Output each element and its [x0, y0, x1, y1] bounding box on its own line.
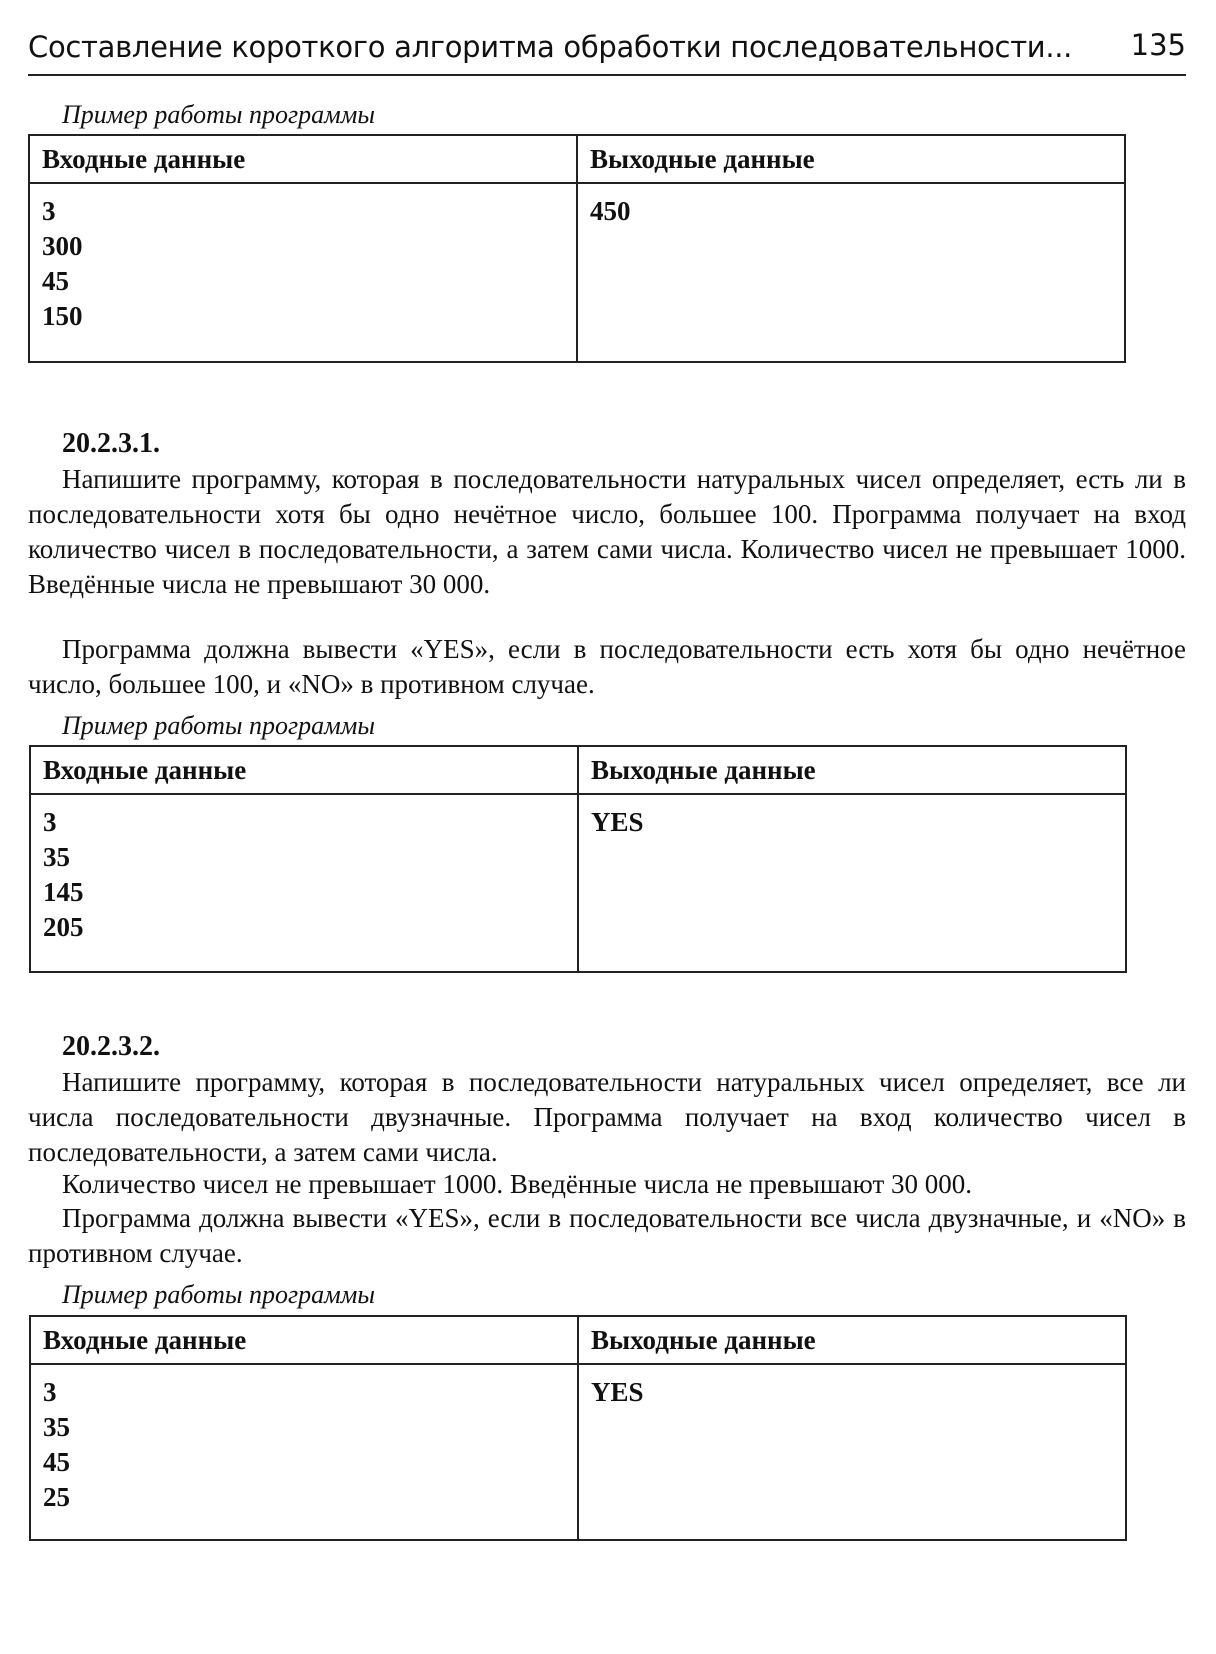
- running-head: [28, 22, 1186, 76]
- input-line: 35: [43, 1412, 70, 1442]
- input-line: 45: [43, 1447, 70, 1477]
- output-column-header: Выходные данные: [578, 746, 1126, 794]
- input-line: 150: [42, 301, 83, 331]
- example-table: [28, 134, 1126, 363]
- output-column-header: Выходные данные: [577, 135, 1125, 183]
- output-column-header: Выходные данные: [578, 1316, 1126, 1364]
- table-row: [30, 794, 1126, 972]
- input-column-header: Входные данные: [30, 1316, 578, 1364]
- example-table: [29, 745, 1127, 973]
- task-paragraph: Количество чисел не превышает 1000. Введённые числа не превышают 30 000.: [62, 1169, 973, 1199]
- task-paragraph: Программа должна вывести «YES», если в последовательности есть хотя бы одно нечётное число, большее 100, и «NO» в противном случае.: [28, 634, 1186, 699]
- table-header-row: [30, 1316, 1126, 1364]
- task-number: 20.2.3.2.: [62, 1031, 160, 1062]
- input-line: 3: [43, 807, 57, 837]
- input-cell: [29, 183, 577, 362]
- input-line: 3: [43, 1377, 57, 1407]
- output-line: YES: [591, 807, 644, 837]
- table-row: [30, 1364, 1126, 1540]
- output-line: YES: [591, 1377, 644, 1407]
- input-line: 145: [43, 877, 84, 907]
- output-cell: [577, 183, 1125, 362]
- table-header-row: [29, 135, 1125, 183]
- table-row: [29, 183, 1125, 362]
- example-caption: Пример работы программы: [62, 1280, 375, 1309]
- task-number: 20.2.3.1.: [62, 428, 160, 459]
- task-paragraph: Программа должна вывести «YES», если в последовательности все числа двузначные, и «NO» в противном случае.: [28, 1203, 1186, 1268]
- input-cell: [30, 1364, 578, 1540]
- input-cell: [30, 794, 578, 972]
- task-paragraph: Напишите программу, которая в последовательности натуральных чисел определяет, есть ли в последовательности хотя бы одно нечётное число, большее 100. Программа получает на вход количество чисел в последовательности, а затем сами числа. Количество чисел не превышает 1000. Введённые числа не превышают 30 000.: [28, 464, 1186, 599]
- input-line: 35: [43, 842, 70, 872]
- input-line: 25: [43, 1482, 70, 1512]
- table-header-row: [30, 746, 1126, 794]
- output-line: 450: [590, 196, 631, 226]
- output-cell: [578, 1364, 1126, 1540]
- chapter-title: Составление короткого алгоритма обработки последовательности...: [28, 30, 1073, 64]
- output-cell: [578, 794, 1126, 972]
- page-number: 135: [1130, 28, 1186, 62]
- example-table: [29, 1315, 1127, 1541]
- input-column-header: Входные данные: [30, 746, 578, 794]
- input-line: 205: [43, 912, 84, 942]
- task-paragraph: Напишите программу, которая в последовательности натуральных чисел определяет, все ли числа последовательности двузначные. Программа получает на вход количество чисел в последовательности, а затем сами числа.: [28, 1067, 1186, 1167]
- input-line: 300: [42, 231, 83, 261]
- input-column-header: Входные данные: [29, 135, 577, 183]
- example-caption: Пример работы программы: [62, 100, 375, 129]
- example-caption: Пример работы программы: [62, 711, 375, 740]
- input-line: 3: [42, 196, 56, 226]
- input-line: 45: [42, 266, 69, 296]
